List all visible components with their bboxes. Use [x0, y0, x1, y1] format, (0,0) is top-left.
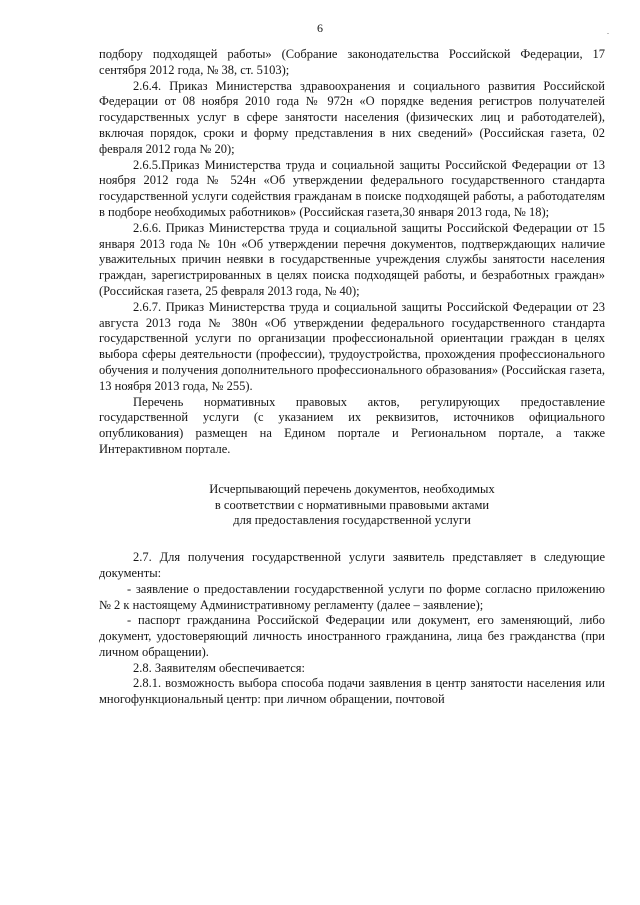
paragraph-2-8-1: 2.8.1. возможность выбора способа подачи заявления в центр занятости населения или многофункциональный центр: при личном обращении, почтовой	[99, 676, 605, 707]
section-heading	[99, 482, 605, 529]
paragraph-2-7: 2.7. Для получения государственной услуги заявитель представляет в следующие документы:	[99, 550, 605, 580]
list-item-passport: - паспорт гражданина Российской Федерации или документ, его заменяющий, либо документ, удостоверяющий личность иностранного гражданина, лица без гражданства (при личном обращении).	[99, 613, 605, 659]
paragraph-2-6-7: 2.6.7. Приказ Министерства труда и социальной защиты Российской Федерации от 23 августа 2013 года № 380н «Об утверждении федерального государственного стандарта государственной услуги по организации профессиональной ориентации граждан в целях выбора сферы деятельности (профессии), трудоустройства, прохождения профессионального обучения и получения дополнительного профессионального образования» (Российская газета, 13 ноября 2013 года, № 255).	[99, 299, 605, 393]
heading-line: для предоставления государственной услуги	[233, 513, 471, 528]
list-item-application: - заявление о предоставлении государственной услуги по форме согласно приложению № 2 к настоящему Административному регламенту (далее – заявление);	[99, 581, 605, 612]
paragraph-continuation: подбору подходящей работы» (Собрание законодательства Российской Федерации, 17 сентября 2012 года, № 38, ст. 5103);	[99, 47, 605, 77]
paragraph-2-6-5: 2.6.5.Приказ Министерства труда и социальной защиты Российской Федерации от 13 ноября 2012 года № 524н «Об утверждении федерального государственного стандарта государственной услуги содействия гражданам в поиске подходящей работы, а работодателям в подборе необходимых работников» (Российская газета,30 января 2013 года, № 18);	[99, 157, 605, 219]
paragraph-2-6-4: 2.6.4. Приказ Министерства здравоохранения и социального развития Российской Федерации от 08 ноября 2010 года № 972н «О порядке ведения регистров получателей государственных услуг в сфере занятости населения (физических лиц и работодателей), включая порядок, сроки и форму представления в них сведений» (Российская газета, 02 февраля 2012 года № 20);	[99, 78, 605, 156]
page-number: 6	[317, 21, 323, 35]
heading-line: в соответствии с нормативными правовыми актами	[214, 497, 490, 512]
paragraph-2-8: 2.8. Заявителям обеспечивается:	[133, 660, 306, 675]
heading-line: Исчерпывающий перечень документов, необходимых	[209, 481, 495, 496]
document-body	[99, 47, 605, 708]
paragraph-2-6-6: 2.6.6. Приказ Министерства труда и социальной защиты Российской Федерации от 15 января 2013 года № 10н «Об утверждении перечня документов, подтверждающих наличие уважительных причин неявки в государственные учреждения службы занятости населения граждан, зарегистрированных в целях поиска подходящей работы, и безработных граждан» (Российская газета, 25 февраля 2013 года, № 40);	[99, 220, 605, 298]
corner-mark: .	[607, 27, 609, 36]
paragraph-regulatory-acts: Перечень нормативных правовых актов, регулирующих предоставление государственной услуги (с указанием их реквизитов, источников официального опубликования) размещен на Едином портале и Региональном портале, а также Интерактивном портале.	[99, 394, 605, 456]
